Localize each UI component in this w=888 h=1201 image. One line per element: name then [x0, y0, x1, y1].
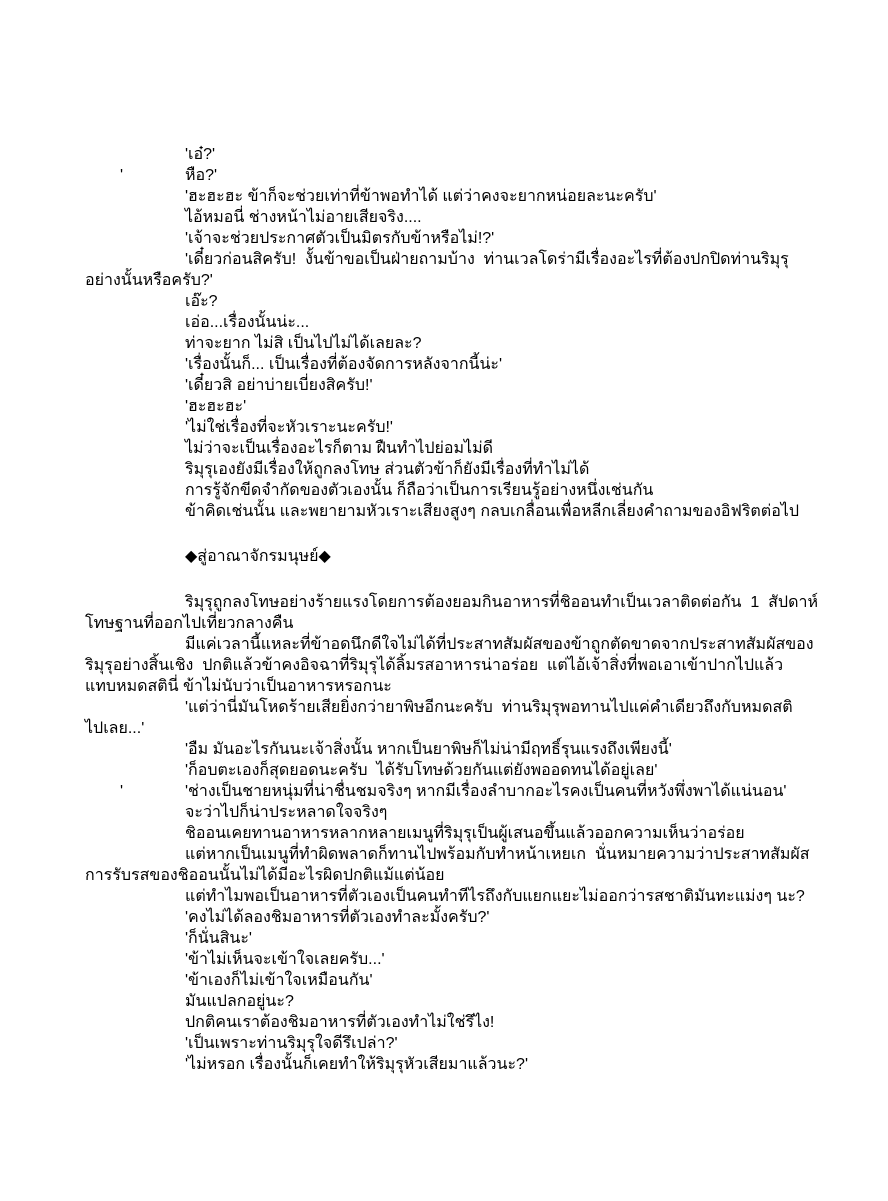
text-line-content: อย่างนั้นหรือครับ?' — [85, 272, 213, 289]
text-line — [85, 207, 828, 228]
text-line — [85, 144, 828, 165]
text-line — [85, 1033, 828, 1054]
text-line — [85, 655, 828, 676]
text-line — [85, 781, 828, 802]
text-line-content: ไปเลย...' — [85, 720, 145, 737]
text-line — [85, 697, 828, 718]
text-line-content: หือ?' — [185, 167, 218, 184]
text-line-content: 'เจ้าจะช่วยประกาศตัวเป็นมิตรกับข้าหรือไม่!?' — [185, 230, 495, 247]
text-line-content: แทบหมดสตินี่ ข้าไม่นับว่าเป็นอาหารหรอกนะ — [85, 678, 392, 695]
chapter-heading: ◆สู่อาณาจักรมนุษย์◆ — [185, 548, 331, 565]
text-line — [85, 613, 828, 634]
text-line-content: 'เรื่องนั้นก็... เป็นเรื่องที่ต้องจัดการหลังจากนี้น่ะ' — [185, 356, 503, 373]
text-line — [85, 676, 828, 697]
text-line — [85, 480, 828, 501]
text-line-content: ริมุรุอย่างสิ้นเชิง ปกติแล้วข้าคงอิจฉาที่ริมุรุได้ลิ้มรสอาหารน่าอร่อย แต่ไอ้เจ้าสิ่งที่พอเอาเข้าปากไปแล้ว — [85, 657, 784, 674]
text-line — [85, 823, 828, 844]
text-line-content: ท่าจะยาก ไม่สิ เป็นไปไม่ได้เลยละ? — [185, 335, 422, 352]
text-line-content: แต่หากเป็นเมนูที่ทำผิดพลาดก็ทานไปพร้อมกับทำหน้าเหยเก นั่นหมายความว่าประสาทสัมผัส — [185, 846, 810, 863]
text-line-content: 'เดี๋ยวสิ อย่าบ่ายเบี่ยงสิครับ!' — [185, 377, 373, 394]
text-line — [85, 291, 828, 312]
text-line — [85, 270, 828, 291]
text-line-content: 'อืม มันอะไรกันนะเจ้าสิ่งนั้น หากเป็นยาพิษก็ไม่น่ามีฤทธิ์รุนแรงถึงเพียงนี้' — [185, 741, 672, 758]
text-line — [85, 907, 828, 928]
text-line — [85, 375, 828, 396]
text-line — [85, 886, 828, 907]
text-line-content: ไอ้หมอนี่ ช่างหน้าไม่อายเสียจริง.... — [185, 209, 422, 226]
stray-quote-mark: ' — [120, 783, 124, 800]
text-line — [85, 844, 828, 865]
text-line — [85, 991, 828, 1012]
text-line — [85, 949, 828, 970]
text-line — [85, 970, 828, 991]
text-line-content: 'ข้าไม่เห็นจะเข้าใจเลยครับ...' — [185, 951, 385, 968]
text-line — [85, 333, 828, 354]
text-line-content: เอ่อ...เรื่องนั้นน่ะ... — [185, 314, 310, 331]
text-line — [85, 396, 828, 417]
text-line-content: 'ก็นั่นสินะ' — [185, 930, 252, 947]
text-line-content: 'ก็อบตะเองก็สุดยอดนะครับ ได้รับโทษด้วยกันแต่ยังพออดทนได้อยู่เลย' — [185, 762, 658, 779]
text-line-content: ริมุรุถูกลงโทษอย่างร้ายแรงโดยการต้องยอมกินอาหารที่ชิออนทำเป็นเวลาติดต่อกัน 1 สัปดาห์ — [185, 594, 819, 611]
narrative-section — [85, 592, 828, 1075]
text-line-content: มันแปลกอยู่นะ? — [185, 993, 294, 1010]
text-line — [85, 165, 828, 186]
text-line-content: 'เอ๋?' — [185, 146, 216, 163]
text-line — [85, 354, 828, 375]
text-line-content: 'เป็นเพราะท่านริมุรุใจดีรึเปล่า?' — [185, 1035, 398, 1052]
text-line-content: มีแค่เวลานี้แหละที่ข้าอดนึกดีใจไม่ได้ที่ประสาทสัมผัสของข้าถูกตัดขาดจากประสาทสัมผัสของ — [185, 636, 814, 653]
text-line — [85, 760, 828, 781]
text-line-content: จะว่าไปก็น่าประหลาดใจจริงๆ — [185, 804, 388, 821]
text-line — [85, 186, 828, 207]
text-line — [85, 865, 828, 886]
text-line — [85, 1012, 828, 1033]
text-line — [85, 417, 828, 438]
text-line-content: 'ฮะฮะฮะ' — [185, 398, 247, 415]
text-line — [85, 501, 828, 522]
text-line-content: 'เดี๋ยวก่อนสิครับ! งั้นข้าขอเป็นฝ่ายถามบ้าง ท่านเวลโดร่ามีเรื่องอะไรที่ต้องปกปิดท่านริมุรุ — [185, 251, 789, 268]
text-line — [85, 928, 828, 949]
text-line — [85, 228, 828, 249]
text-line-content: 'ข้าเองก็ไม่เข้าใจเหมือนกัน' — [185, 972, 373, 989]
text-line-content: 'ฮะฮะฮะ ข้าก็จะช่วยเท่าที่ข้าพอทำได้ แต่ว่าคงจะยากหน่อยละนะครับ' — [185, 188, 657, 205]
text-line — [85, 739, 828, 760]
text-line-content: 'คงไม่ได้ลองชิมอาหารที่ตัวเองทำละมั้งครับ?' — [185, 909, 490, 926]
text-line — [85, 1054, 828, 1075]
text-line-content: แต่ทำไมพอเป็นอาหารที่ตัวเองเป็นคนทำทีไรถึงกับแยกแยะไม่ออกว่ารสชาติมันทะแม่งๆ นะ? — [185, 888, 805, 905]
text-line — [85, 718, 828, 739]
text-line-content: โทษฐานที่ออกไปเที่ยวกลางคืน — [85, 615, 294, 632]
text-line-content: 'ช่างเป็นชายหนุ่มที่น่าชื่นชมจริงๆ หากมีเรื่องลำบากอะไรคงเป็นคนที่หวังพึ่งพาได้แน่นอน' — [185, 783, 787, 800]
text-line — [85, 312, 828, 333]
text-line — [85, 438, 828, 459]
dialogue-section — [85, 144, 828, 522]
text-line-content: 'ไม่หรอก เรื่องนั้นก็เคยทำให้ริมุรุหัวเสียมาแล้วนะ?' — [185, 1056, 529, 1073]
text-line-content: ข้าคิดเช่นนั้น และพยายามหัวเราะเสียงสูงๆ กลบเกลื่อนเพื่อหลีกเลี่ยงคำถามของอิฟริตต่อไป — [185, 503, 800, 520]
text-line — [85, 802, 828, 823]
text-line — [85, 249, 828, 270]
text-line-content: ชิออนเคยทานอาหารหลากหลายเมนูที่ริมุรุเป็นผู้เสนอขึ้นแล้วออกความเห็นว่าอร่อย — [185, 825, 745, 842]
text-line-content: 'แต่ว่านี่มันโหดร้ายเสียยิ่งกว่ายาพิษอีกนะครับ ท่านริมุรุพอทานไปแค่คำเดียวถึงกับหมดสติ — [185, 699, 793, 716]
text-line-content: เอ๊ะ? — [185, 293, 218, 310]
text-line-content: ไม่ว่าจะเป็นเรื่องอะไรก็ตาม ฝืนทำไปย่อมไม่ดี — [185, 440, 494, 457]
stray-quote-mark: ' — [120, 167, 124, 184]
text-line-content: ริมุรุเองยังมีเรื่องให้ถูกลงโทษ ส่วนตัวข้าก็ยังมีเรื่องที่ทำไม่ได้ — [185, 461, 590, 478]
text-line — [85, 592, 828, 613]
text-line-content: การรับรสของชิออนนั้นไม่ได้มีอะไรผิดปกติแม้แต่น้อย — [85, 867, 445, 884]
text-line — [85, 459, 828, 480]
text-line — [85, 634, 828, 655]
text-line-content: ปกติคนเราต้องชิมอาหารที่ตัวเองทำไม่ใช่รึไง! — [185, 1014, 495, 1031]
text-line-content: การรู้จักขีดจำกัดของตัวเองนั้น ก็ถือว่าเป็นการเรียนรู้อย่างหนึ่งเช่นกัน — [185, 482, 654, 499]
text-line-content: 'ไม่ใช่เรื่องที่จะหัวเราะนะครับ!' — [185, 419, 393, 436]
